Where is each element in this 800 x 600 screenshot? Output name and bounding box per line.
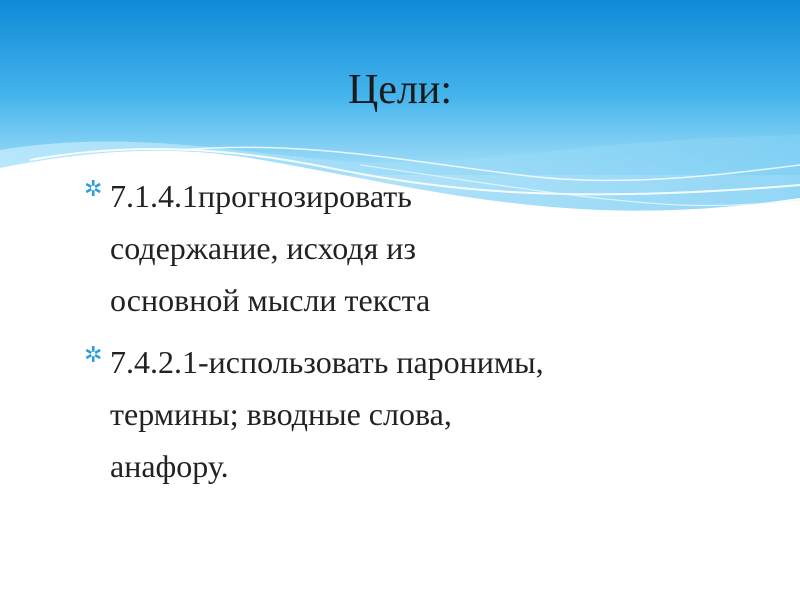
objectives-list: [84, 170, 774, 502]
objective-text: 7.1.4.1прогнозировать содержание, исходя из основной мысли текста: [110, 178, 431, 318]
objective-text: 7.4.2.1-использовать паронимы, термины; вводные слова, анафору.: [110, 344, 544, 484]
asterisk-bullet-icon: ✲: [84, 177, 103, 202]
slide-title: Цели:: [347, 67, 453, 113]
list-item: [84, 336, 774, 492]
asterisk-bullet-icon: ✲: [84, 343, 103, 368]
list-item: [84, 170, 774, 326]
